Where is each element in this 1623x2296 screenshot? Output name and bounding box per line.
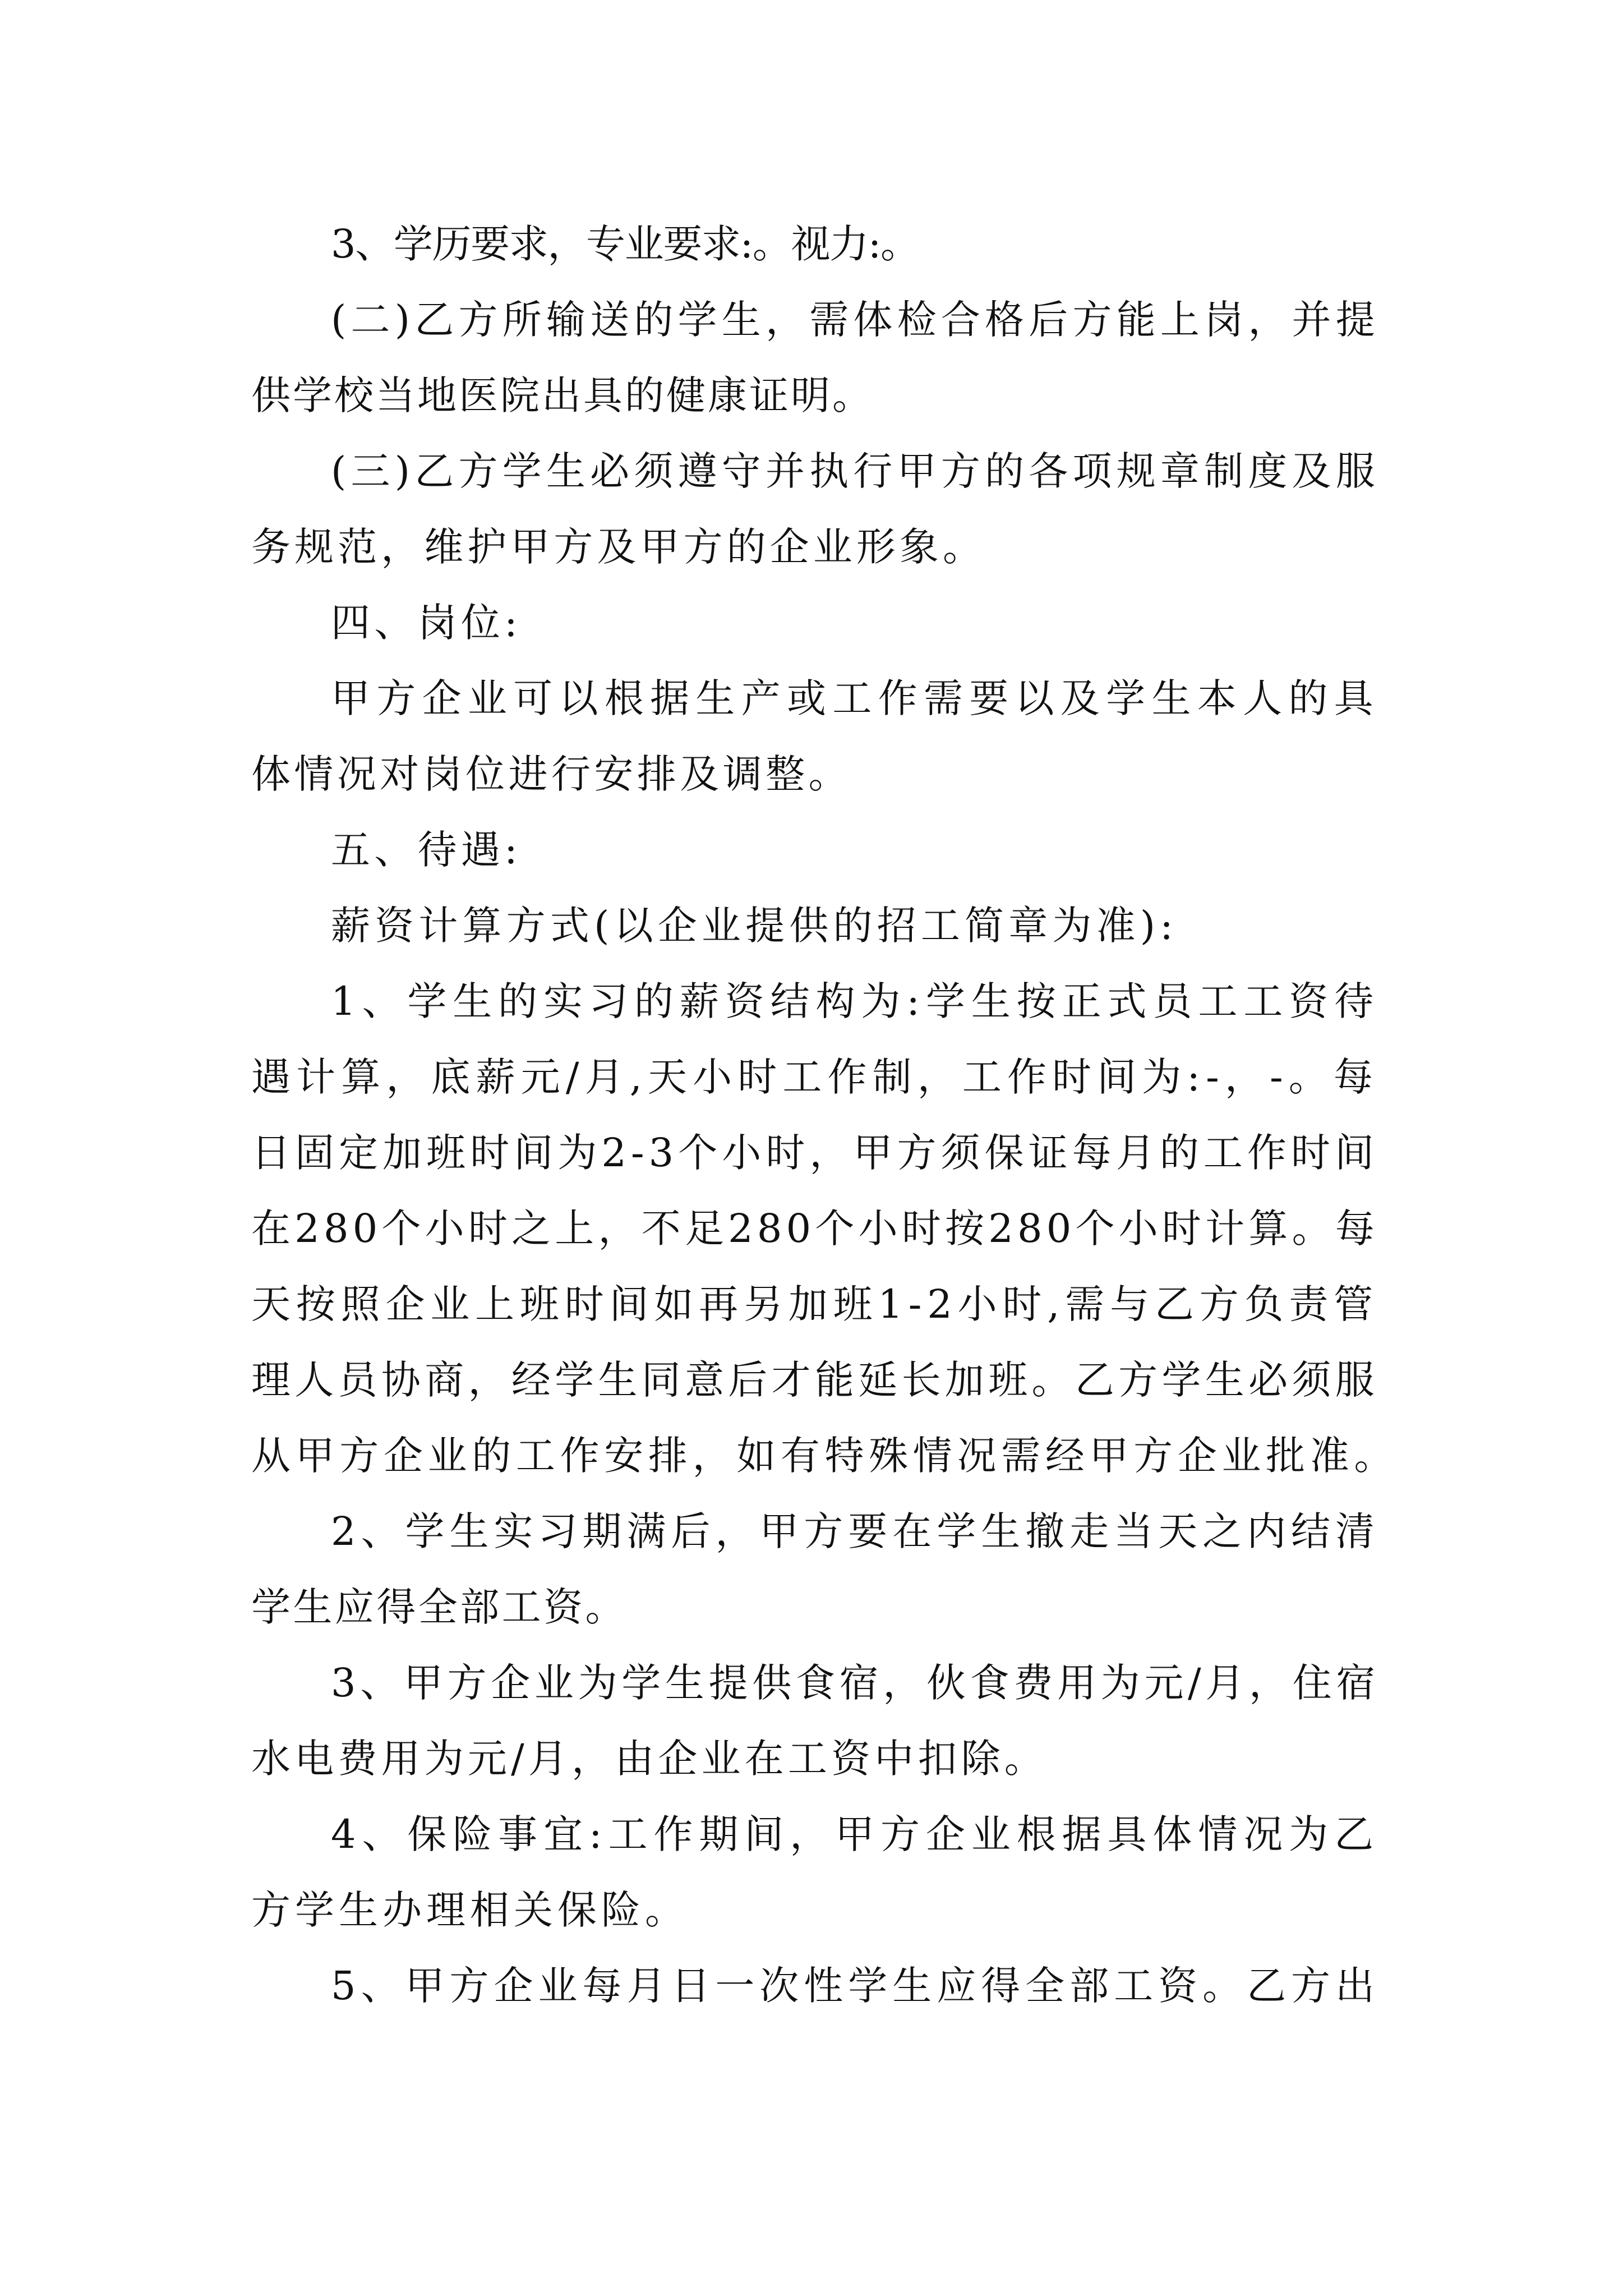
text-line: 在280个小时之上，不足280个小时按280个小时计算。每 [251,1205,1378,1251]
text-line: 遇计算，底薪元/月,天小时工作制，工作时间为:-，-。每 [251,1054,1378,1100]
text-line: 日固定加班时间为2-3个小时，甲方须保证每月的工作时间 [251,1130,1378,1176]
text-line: (二)乙方所输送的学生，需体检合格后方能上岗，并提 [331,297,1380,343]
text-line: 2、学生实习期满后，甲方要在学生撤走当天之内结清 [331,1508,1380,1554]
text-line: 5、甲方企业每月日一次性学生应得全部工资。乙方出 [331,1963,1380,2009]
text-line: 从甲方企业的工作安排，如有特殊情况需经甲方企业批准。 [251,1433,1398,1479]
text-line: 4、保险事宜:工作期间，甲方企业根据具体情况为乙 [331,1811,1380,1857]
text-line: 甲方企业可以根据生产或工作需要以及学生本人的具 [331,675,1380,721]
text-line: 方学生办理相关保险。 [251,1887,689,1933]
text-line: 水电费用为元/月，由企业在工资中扣除。 [251,1736,1048,1782]
text-line: 供学校当地医院出具的健康证明。 [251,372,874,418]
text-line: 学生应得全部工资。 [251,1584,627,1630]
text-line: 体情况对岗位进行安排及调整。 [251,751,851,797]
text-line: 1、学生的实习的薪资结构为:学生按正式员工工资待 [331,978,1380,1024]
text-line: 五、待遇: [331,827,522,873]
text-line: (三)乙方学生必须遵守并执行甲方的各项规章制度及服 [331,448,1380,494]
text-line: 务规范，维护甲方及甲方的企业形象。 [251,524,986,570]
text-line: 薪资计算方式(以企业提供的招工简章为准): [331,903,1178,949]
text-line: 3、甲方企业为学生提供食宿，伙食费用为元/月，住宿 [331,1660,1380,1706]
text-line: 天按照企业上班时间如再另加班1-2小时,需与乙方负责管 [251,1281,1378,1327]
text-line: 3、学历要求，专业要求:。视力:。 [331,221,919,267]
text-line: 四、岗位: [331,600,522,646]
text-line: 理人员协商，经学生同意后才能延长加班。乙方学生必须服 [251,1357,1378,1403]
